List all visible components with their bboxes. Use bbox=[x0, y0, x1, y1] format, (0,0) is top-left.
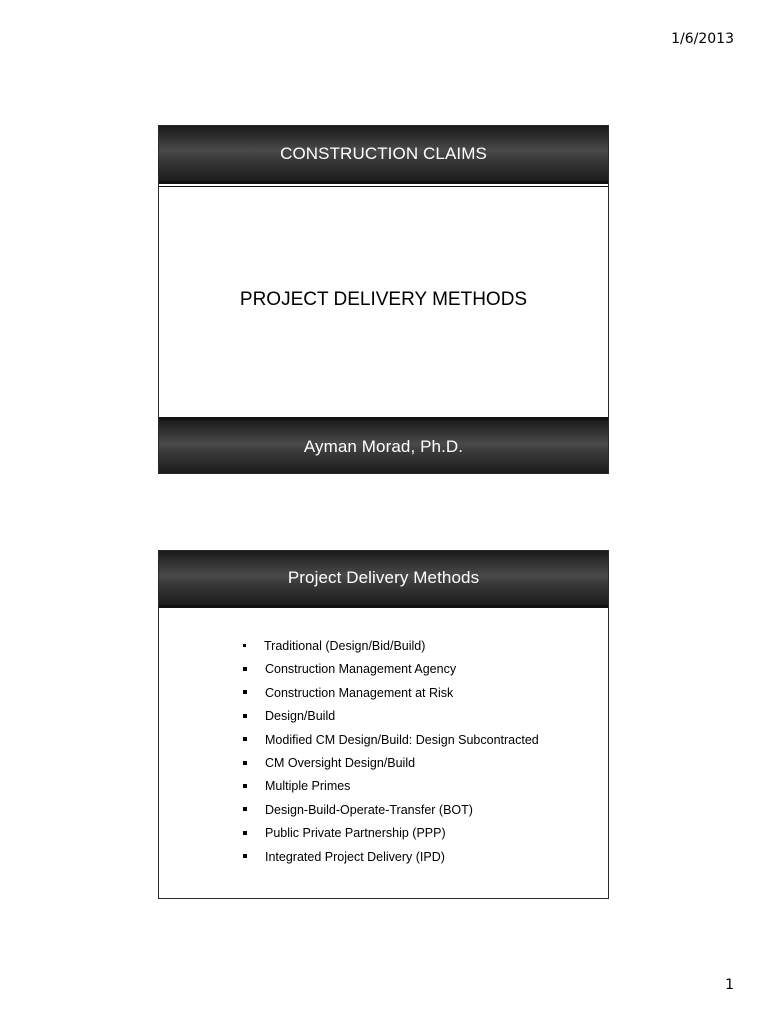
slide-footer-band bbox=[159, 417, 608, 473]
slide-title bbox=[158, 125, 609, 474]
slide-header-band bbox=[159, 126, 608, 184]
bullet-icon bbox=[243, 644, 246, 647]
page-number: 1 bbox=[725, 977, 734, 993]
list-item bbox=[243, 682, 539, 705]
list-item bbox=[243, 705, 539, 728]
bullet-icon bbox=[243, 737, 247, 741]
list-item-text: Construction Management Agency bbox=[265, 662, 457, 677]
list-item-text: Modified CM Design/Build: Design Subcontracted bbox=[265, 732, 539, 747]
bullet-icon bbox=[243, 690, 247, 694]
slide-main-title: PROJECT DELIVERY METHODS bbox=[239, 289, 528, 310]
bullet-icon bbox=[243, 807, 247, 811]
list-item bbox=[243, 658, 539, 681]
bullet-icon bbox=[243, 761, 247, 765]
list-item-text: Design-Build-Operate-Transfer (BOT) bbox=[265, 802, 473, 817]
slide-header-band bbox=[159, 551, 608, 608]
list-item bbox=[243, 635, 539, 658]
list-item-text: Design/Build bbox=[265, 709, 336, 724]
bullet-icon bbox=[243, 784, 247, 788]
bullet-icon bbox=[243, 831, 247, 835]
author-name: Ayman Morad, Ph.D. bbox=[303, 436, 464, 456]
bullet-icon bbox=[243, 714, 247, 718]
list-item bbox=[243, 846, 539, 869]
slide-header-text: CONSTRUCTION CLAIMS bbox=[280, 143, 487, 163]
list-item-text: Public Private Partnership (PPP) bbox=[265, 826, 446, 841]
list-item bbox=[243, 799, 539, 822]
list-item-text: Traditional (Design/Bid/Build) bbox=[264, 639, 426, 653]
slide-header-text: Project Delivery Methods bbox=[287, 568, 480, 587]
bullet-list bbox=[243, 635, 539, 869]
bullet-icon bbox=[243, 667, 247, 671]
slide-delivery-methods bbox=[158, 550, 609, 899]
list-item bbox=[243, 822, 539, 845]
list-item-text: Integrated Project Delivery (IPD) bbox=[265, 849, 445, 864]
bullet-icon bbox=[243, 854, 247, 858]
list-item bbox=[243, 729, 539, 752]
page-date: 1/6/2013 bbox=[671, 31, 734, 47]
list-item bbox=[243, 775, 539, 798]
list-item bbox=[243, 752, 539, 775]
list-item-text: Construction Management at Risk bbox=[265, 685, 454, 700]
list-item-text: CM Oversight Design/Build bbox=[265, 755, 416, 770]
list-item-text: Multiple Primes bbox=[265, 779, 351, 794]
